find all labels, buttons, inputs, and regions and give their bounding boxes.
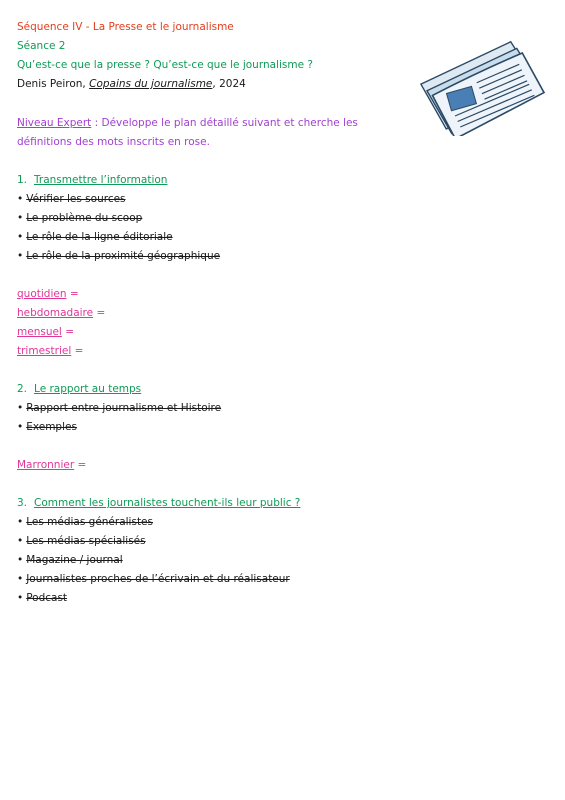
section-3-title: Comment les journalistes touchent-ils leur public ?: [34, 497, 301, 509]
question-line: Qu’est-ce que la presse ? Qu’est-ce que le journalisme ?: [17, 59, 313, 71]
bullet: •: [17, 250, 24, 262]
list-item-text: Vérifier les sources: [26, 193, 126, 205]
section-3-number: 3.: [17, 497, 28, 509]
section-1-heading: [17, 173, 167, 187]
newspaper-icon: [412, 38, 548, 136]
section-2-number: 2.: [17, 383, 28, 395]
equals-sign: =: [93, 307, 106, 319]
list-item: [17, 534, 146, 548]
bullet: •: [17, 573, 24, 585]
section-3-heading: [17, 496, 300, 510]
section-2-heading: [17, 382, 141, 396]
publication-year: , 2024: [212, 78, 246, 90]
instructions-line-1: [17, 116, 358, 130]
list-item: [17, 553, 123, 567]
list-item-text: Le rôle de la proximité géographique: [26, 250, 221, 262]
list-item: [17, 230, 173, 244]
list-item-text: Le rôle de la ligne éditoriale: [26, 231, 173, 243]
definition-quotidien: [17, 287, 79, 301]
book-title: Copains du journalisme: [89, 78, 213, 90]
list-item-text: Magazine / journal: [26, 554, 123, 566]
section-1-title: Transmettre l’information: [34, 174, 168, 186]
list-item: [17, 211, 142, 225]
list-item-text: Le problème du scoop: [26, 212, 143, 224]
list-item: [17, 401, 221, 415]
seance-title: Séance 2: [17, 40, 66, 52]
definition-trimestriel: [17, 344, 83, 358]
definition-term: trimestriel: [17, 345, 72, 357]
list-item: [17, 420, 77, 434]
section-2-title: Le rapport au temps: [34, 383, 142, 395]
bullet: •: [17, 535, 24, 547]
bullet: •: [17, 554, 24, 566]
list-item: [17, 192, 126, 206]
list-item-text: Rapport entre journalisme et Histoire: [26, 402, 222, 414]
list-item: [17, 249, 220, 263]
level-label: Niveau Expert: [17, 117, 92, 129]
section-1-number: 1.: [17, 174, 28, 186]
equals-sign: =: [71, 345, 84, 357]
list-item-text: Les médias généralistes: [26, 516, 153, 528]
bullet: •: [17, 592, 24, 604]
author-line: [17, 77, 246, 91]
list-item-text: Les médias spécialisés: [26, 535, 146, 547]
list-item: [17, 515, 153, 529]
definition-mensuel: [17, 325, 74, 339]
definition-term: mensuel: [17, 326, 62, 338]
instructions-line-2: définitions des mots inscrits en rose.: [17, 136, 210, 148]
equals-sign: =: [74, 459, 87, 471]
list-item: [17, 572, 290, 586]
bullet: •: [17, 193, 24, 205]
bullet: •: [17, 516, 24, 528]
sequence-title: Séquence IV - La Presse et le journalisme: [17, 21, 234, 33]
definition-term: quotidien: [17, 288, 67, 300]
bullet: •: [17, 212, 24, 224]
list-item-text: Exemples: [26, 421, 77, 433]
bullet: •: [17, 231, 24, 243]
author-name: Denis Peiron,: [17, 78, 90, 90]
equals-sign: =: [61, 326, 74, 338]
list-item-text: Journalistes proches de l’écrivain et du réalisateur: [26, 573, 290, 585]
list-item-text: Podcast: [26, 592, 68, 604]
definition-hebdomadaire: [17, 306, 105, 320]
equals-sign: =: [66, 288, 79, 300]
bullet: •: [17, 402, 24, 414]
list-item: [17, 591, 67, 605]
bullet: •: [17, 421, 24, 433]
definition-term: Marronnier: [17, 459, 75, 471]
definition-term: hebdomadaire: [17, 307, 94, 319]
instructions-text-1: : Développe le plan détaillé suivant et cherche les: [91, 117, 358, 129]
definition-marronnier: [17, 458, 86, 472]
